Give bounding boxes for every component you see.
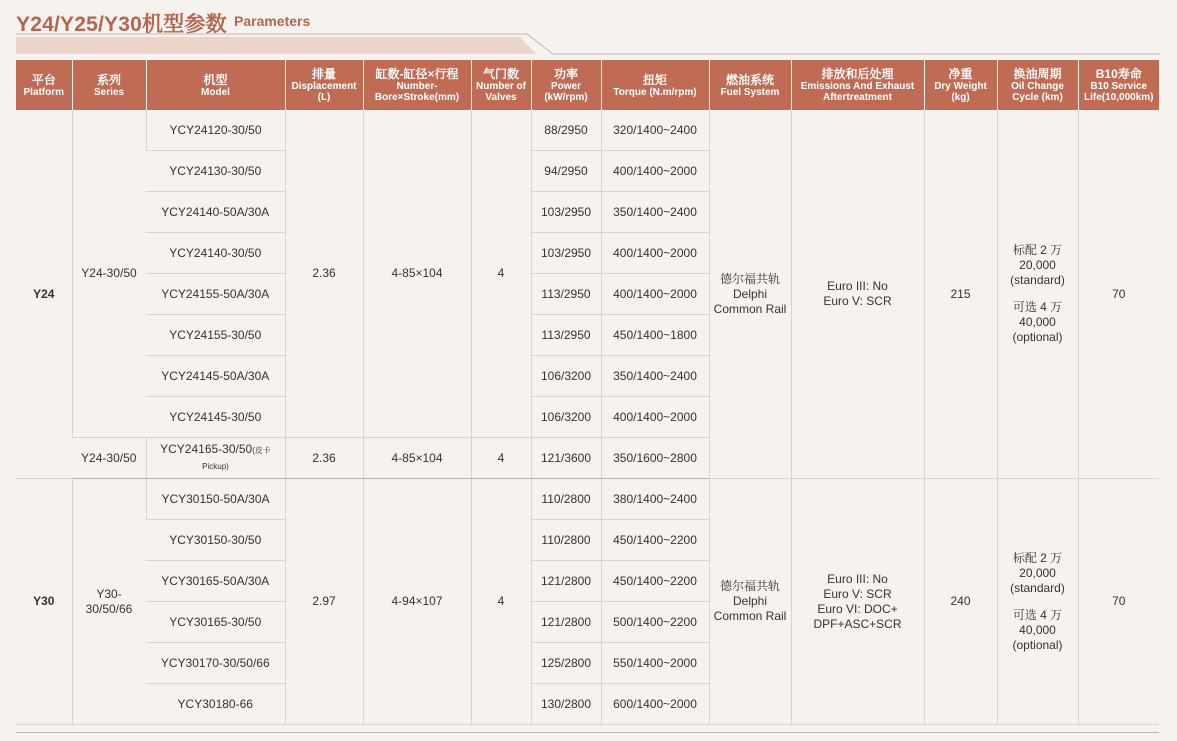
col-header-oil-change: 换油周期 Oil Change Cycle (km) (997, 60, 1078, 110)
page-header (0, 0, 1177, 56)
torque-cell: 380/1400~2400 (601, 479, 709, 520)
valves-cell: 4 (471, 438, 531, 479)
header-ribbon-decoration (0, 30, 1177, 56)
power-cell: 106/3200 (531, 356, 601, 397)
b10-life-cell: 70 (1078, 479, 1159, 725)
torque-cell: 320/1400~2400 (601, 110, 709, 151)
power-cell: 113/2950 (531, 274, 601, 315)
table-bottom-rule (16, 732, 1159, 733)
power-cell: 103/2950 (531, 233, 601, 274)
power-cell: 121/3600 (531, 438, 601, 479)
col-header-series: 系列 Series (72, 60, 146, 110)
power-cell: 130/2800 (531, 684, 601, 725)
model-cell: YCY24140-30/50 (146, 233, 285, 274)
oil-change-cell: 标配 2 万 20,000 (standard) 可选 4 万 40,000 (optional) (997, 479, 1078, 725)
model-cell: YCY30165-30/50 (146, 602, 285, 643)
power-cell: 94/2950 (531, 151, 601, 192)
col-header-platform: 平台 Platform (16, 60, 72, 110)
series-cell: Y24-30/50 (72, 438, 146, 479)
displacement-cell: 2.97 (285, 479, 363, 725)
torque-cell: 600/1400~2000 (601, 684, 709, 725)
valves-cell: 4 (471, 110, 531, 438)
power-cell: 121/2800 (531, 602, 601, 643)
platform-cell-y30: Y30 (16, 479, 72, 725)
displacement-cell: 2.36 (285, 438, 363, 479)
series-cell: Y30- 30/50/66 (72, 479, 146, 725)
col-header-valves: 气门数 Number of Valves (471, 60, 531, 110)
torque-cell: 400/1400~2000 (601, 151, 709, 192)
model-cell: YCY24120-30/50 (146, 110, 285, 151)
model-cell: YCY24165-30/50(皮卡Pickup) (146, 438, 285, 479)
platform-cell-y24: Y24 (16, 110, 72, 479)
series-cell: Y24-30/50 (72, 110, 146, 438)
power-cell: 110/2800 (531, 520, 601, 561)
col-header-torque: 扭矩 Torque (N.m/rpm) (601, 60, 709, 110)
model-cell: YCY24145-30/50 (146, 397, 285, 438)
torque-cell: 550/1400~2000 (601, 643, 709, 684)
oil-change-cell: 标配 2 万 20,000 (standard) 可选 4 万 40,000 (optional) (997, 110, 1078, 479)
model-cell: YCY24155-50A/30A (146, 274, 285, 315)
power-cell: 88/2950 (531, 110, 601, 151)
dry-weight-cell: 215 (924, 110, 997, 479)
power-cell: 125/2800 (531, 643, 601, 684)
power-cell: 103/2950 (531, 192, 601, 233)
bore-stroke-cell: 4-85×104 (363, 438, 471, 479)
model-cell: YCY24145-50A/30A (146, 356, 285, 397)
table-row (16, 110, 1159, 151)
emissions-cell: Euro III: No Euro V: SCR Euro VI: DOC+ DPF+ASC+SCR (791, 479, 924, 725)
torque-cell: 400/1400~2000 (601, 397, 709, 438)
pickup-note: (皮卡Pickup) (202, 446, 271, 471)
b10-life-cell: 70 (1078, 110, 1159, 479)
torque-cell: 450/1400~1800 (601, 315, 709, 356)
power-cell: 113/2950 (531, 315, 601, 356)
col-header-b10-life: B10寿命 B10 Service Life(10,000km) (1078, 60, 1159, 110)
valves-cell: 4 (471, 479, 531, 725)
model-cell: YCY24140-50A/30A (146, 192, 285, 233)
model-cell: YCY30150-30/50 (146, 520, 285, 561)
col-header-dry-weight: 净重 Dry Weight (kg) (924, 60, 997, 110)
table-header-row (16, 60, 1159, 110)
col-header-power: 功率 Power (kW/rpm) (531, 60, 601, 110)
power-cell: 106/3200 (531, 397, 601, 438)
power-cell: 110/2800 (531, 479, 601, 520)
displacement-cell: 2.36 (285, 110, 363, 438)
model-cell: YCY24130-30/50 (146, 151, 285, 192)
torque-cell: 450/1400~2200 (601, 561, 709, 602)
torque-cell: 400/1400~2000 (601, 233, 709, 274)
page-subtitle: Parameters (234, 13, 311, 29)
page-title: Y24/Y25/Y30机型参数 (16, 13, 227, 36)
torque-cell: 400/1400~2000 (601, 274, 709, 315)
model-cell: YCY30150-50A/30A (146, 479, 285, 520)
table-row (16, 479, 1159, 520)
dry-weight-cell: 240 (924, 479, 997, 725)
model-cell: YCY30165-50A/30A (146, 561, 285, 602)
fuel-system-cell: 德尔福共轨 Delphi Common Rail (709, 110, 791, 479)
torque-cell: 350/1400~2400 (601, 356, 709, 397)
power-cell: 121/2800 (531, 561, 601, 602)
bore-stroke-cell: 4-85×104 (363, 110, 471, 438)
col-header-fuel-system: 燃油系统 Fuel System (709, 60, 791, 110)
model-cell: YCY30170-30/50/66 (146, 643, 285, 684)
fuel-system-cell: 德尔福共轨 Delphi Common Rail (709, 479, 791, 725)
torque-cell: 350/1400~2400 (601, 192, 709, 233)
col-header-bore-stroke: 缸数-缸径×行程 Number-Bore×Stroke(mm) (363, 60, 471, 110)
col-header-model: 机型 Model (146, 60, 285, 110)
col-header-emissions: 排放和后处理 Emissions And Exhaust Aftertreatment (791, 60, 924, 110)
bore-stroke-cell: 4-94×107 (363, 479, 471, 725)
model-cell: YCY24155-30/50 (146, 315, 285, 356)
torque-cell: 500/1400~2200 (601, 602, 709, 643)
emissions-cell: Euro III: No Euro V: SCR (791, 110, 924, 479)
model-cell: YCY30180-66 (146, 684, 285, 725)
torque-cell: 450/1400~2200 (601, 520, 709, 561)
torque-cell: 350/1600~2800 (601, 438, 709, 479)
parameters-table (16, 60, 1159, 725)
col-header-displacement: 排量 Displacement (L) (285, 60, 363, 110)
